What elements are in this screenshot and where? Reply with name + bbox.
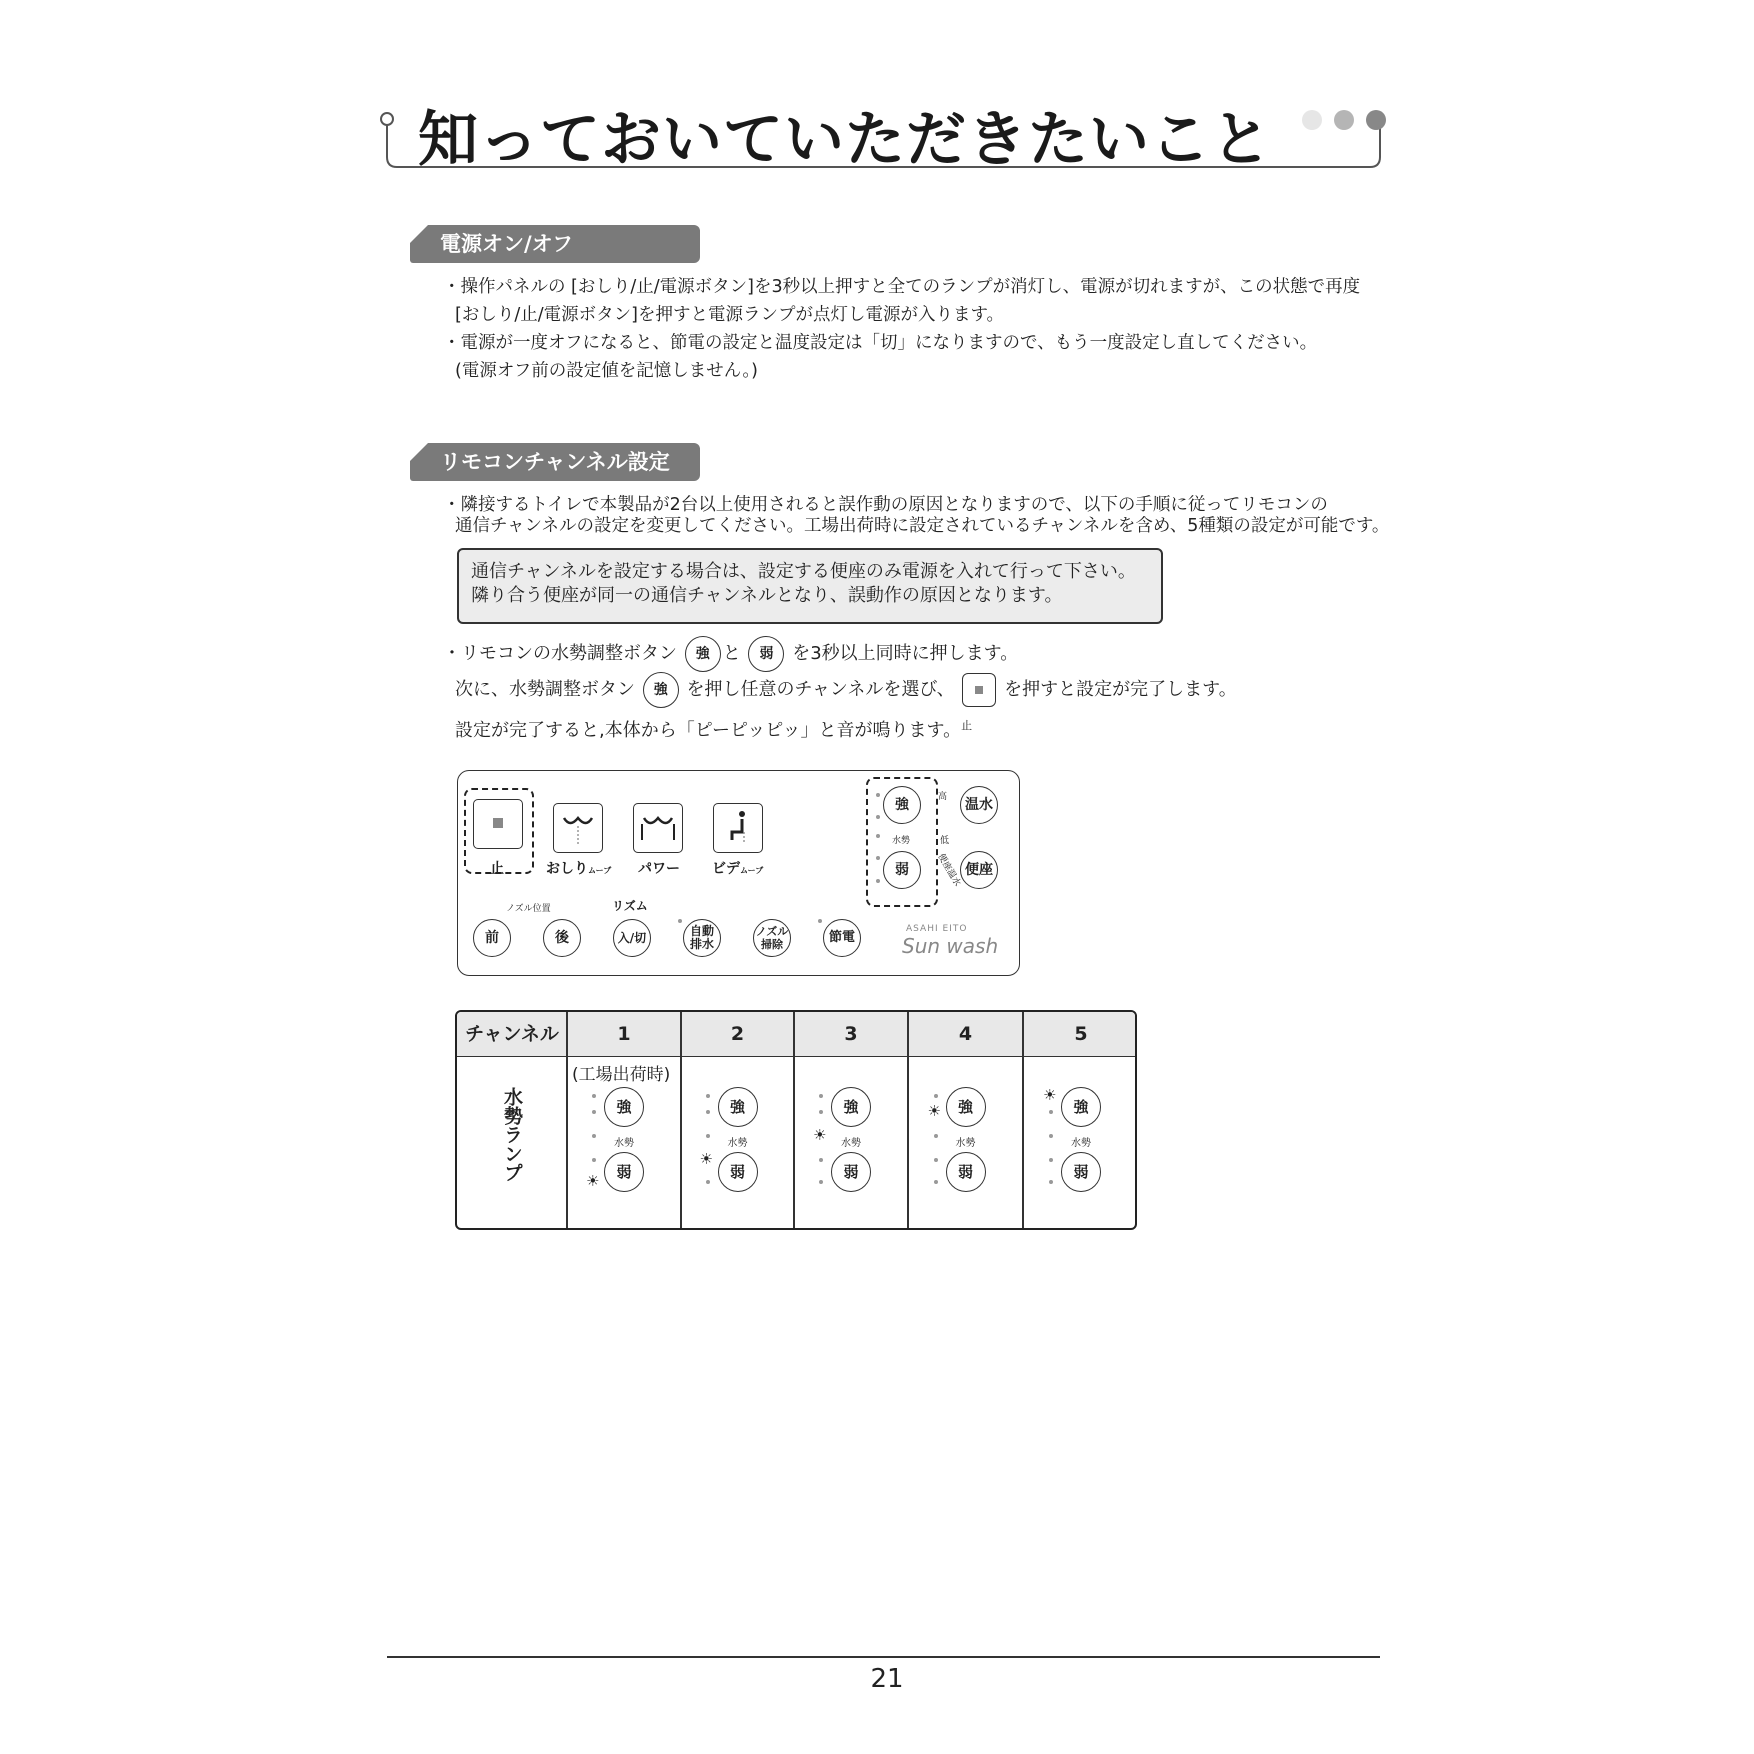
lamp-dot — [934, 1180, 938, 1184]
lamp-dot — [818, 919, 822, 923]
lit-lamp-icon: ☀ — [699, 1150, 713, 1168]
auto-drain-button[interactable] — [683, 919, 721, 957]
lit-lamp-icon: ☀ — [927, 1102, 941, 1120]
warm-water-button[interactable]: 温水 — [960, 786, 998, 824]
strong-button-icon: 強 — [1061, 1087, 1101, 1127]
table-divider — [793, 1012, 795, 1230]
bidet-sub-label: ムーブ — [740, 866, 764, 875]
bidet-label — [712, 858, 763, 878]
water-force-label: 水勢 — [955, 1138, 976, 1149]
table-divider — [566, 1012, 568, 1230]
temp-label: 便座温水 — [935, 852, 963, 889]
step-1-mid: と — [722, 643, 741, 664]
lamp-dot — [706, 1180, 710, 1184]
lamp-dot — [819, 1110, 823, 1114]
brand-logo: Sun wash — [902, 934, 999, 958]
step-3 — [455, 712, 972, 745]
step-2-prefix: 次に、水勢調整ボタン — [455, 679, 635, 700]
stop-square-icon — [493, 818, 503, 828]
water-force-label: 水勢 — [892, 836, 911, 846]
weak-button-icon: 弱 — [604, 1152, 644, 1192]
lamp-dot — [678, 919, 682, 923]
bidet-button[interactable] — [713, 803, 763, 853]
table-divider — [680, 1012, 682, 1230]
section-heading-power-label: 電源オン/オフ — [440, 232, 574, 256]
rhythm-label: リズム — [612, 899, 648, 913]
lamp-dot — [934, 1094, 938, 1098]
caution-line-1: 通信チャンネルを設定する場合は、設定する便座のみ電源を入れて行って下さい。 — [471, 561, 1136, 582]
seat-button[interactable]: 便座 — [960, 851, 998, 889]
step-1-suffix: を3秒以上同時に押します。 — [792, 643, 1019, 664]
page-number: 21 — [870, 1664, 904, 1694]
power-mode-label: パワー — [638, 861, 680, 877]
lamp-dot — [819, 1158, 823, 1162]
remote-control-diagram — [457, 770, 1020, 976]
caution-note-box — [457, 548, 1163, 624]
weak-button[interactable]: 弱 — [883, 851, 921, 889]
nozzle-clean-button[interactable] — [753, 919, 791, 957]
step-1-prefix: ・リモコンの水勢調整ボタン — [443, 643, 677, 664]
lit-lamp-icon: ☀ — [586, 1172, 600, 1190]
step-2-suffix: を押すと設定が完了します。 — [1004, 679, 1237, 700]
oshiri-sub-label: ムーブ — [588, 866, 612, 875]
lamp-dot — [876, 856, 880, 860]
power-mode-icon — [634, 804, 682, 852]
caution-line-2: 隣り合う便座が同一の通信チャンネルとなり、誤動作の原因となります。 — [471, 585, 1063, 606]
lamp-dot — [592, 1134, 596, 1138]
lit-lamp-icon: ☀ — [1043, 1086, 1057, 1104]
power-mode-button[interactable] — [633, 803, 683, 853]
stop-label: 止 — [490, 861, 504, 877]
table-header-ch5: 5 — [1023, 1012, 1137, 1057]
strong-button-icon: 強 — [946, 1087, 986, 1127]
header-dot-2 — [1334, 110, 1354, 130]
header-dot-3 — [1366, 110, 1386, 130]
auto-drain-line-1: 自動 — [689, 924, 714, 938]
lit-lamp-icon: ☀ — [813, 1126, 827, 1144]
step-2 — [455, 670, 1237, 710]
lamp-dot — [934, 1158, 938, 1162]
lamp-dot — [819, 1180, 823, 1184]
front-button[interactable]: 前 — [473, 919, 511, 957]
power-line-1: ・操作パネルの [おしり/止/電源ボタン]を3秒以上押すと全てのランプが消灯し、電源が切れますが、この状態で再度 — [443, 277, 1361, 297]
lamp-dot — [706, 1094, 710, 1098]
step-3-mark: 止 — [961, 719, 973, 732]
header-dot-1 — [1302, 110, 1322, 130]
table-header-ch1: 1 — [567, 1012, 681, 1057]
nozzle-position-label: ノズル位置 — [506, 904, 551, 914]
lamp-dot — [934, 1134, 938, 1138]
lamp-dot — [876, 834, 880, 838]
channel-intro-1: ・隣接するトイレで本製品が2台以上使用されると誤作動の原因となりますので、以下の手順に従ってリモコンの — [443, 495, 1328, 515]
strong-button-icon: 強 — [643, 672, 679, 708]
power-line-4: (電源オフ前の設定値を記憶しません。) — [455, 361, 758, 381]
lamp-dot — [876, 815, 880, 819]
step-3-text: 設定が完了すると,本体から「ピーピッピッ」と音が鳴ります。 — [455, 720, 962, 741]
strong-button-icon: 強 — [604, 1087, 644, 1127]
lamp-dot — [819, 1094, 823, 1098]
weak-button-icon: 弱 — [1061, 1152, 1101, 1192]
channel-table — [455, 1010, 1137, 1230]
oshiri-button[interactable] — [553, 803, 603, 853]
step-2-mid: を押し任意のチャンネルを選び、 — [686, 679, 955, 700]
bidet-icon — [714, 804, 762, 852]
table-divider — [907, 1012, 909, 1230]
high-label: 高 — [938, 792, 948, 802]
section-heading-channel — [410, 443, 700, 481]
eco-button[interactable]: 節電 — [823, 919, 861, 957]
strong-button[interactable]: 強 — [883, 786, 921, 824]
rhythm-onoff-button[interactable]: 入/切 — [613, 919, 651, 957]
lamp-dot — [592, 1158, 596, 1162]
section-heading-power — [410, 225, 700, 263]
stop-button[interactable] — [473, 799, 523, 849]
lamp-dot — [876, 879, 880, 883]
strong-button-icon: 強 — [718, 1087, 758, 1127]
channel-intro-2: 通信チャンネルの設定を変更してください。工場出荷時に設定されているチャンネルを含め、5種類の設定が可能です。 — [455, 516, 1390, 536]
lamp-dot — [706, 1110, 710, 1114]
footer-rule — [387, 1656, 1380, 1658]
lamp-dot — [876, 793, 880, 797]
table-header-ch3: 3 — [794, 1012, 908, 1057]
nozzle-clean-line-2: 掃除 — [761, 938, 783, 951]
lamp-dot — [1049, 1110, 1053, 1114]
table-header-label: チャンネル — [457, 1012, 567, 1057]
strong-button-icon: 強 — [831, 1087, 871, 1127]
water-force-label: 水勢 — [1071, 1138, 1091, 1149]
step-1 — [443, 634, 1018, 674]
power-line-2: [おしり/止/電源ボタン]を押すと電源ランプが点灯し電源が入ります。 — [455, 305, 1005, 325]
page-title: 知っておいていただきたいこと — [418, 105, 1272, 175]
weak-button-icon: 弱 — [946, 1152, 986, 1192]
bidet-label-text: ビデ — [712, 861, 740, 877]
lamp-dot — [592, 1110, 596, 1114]
low-label: 低 — [940, 836, 950, 846]
weak-button-icon: 弱 — [718, 1152, 758, 1192]
auto-drain-line-2: 排水 — [689, 937, 714, 951]
lamp-dot — [706, 1134, 710, 1138]
lamp-dot — [1049, 1134, 1053, 1138]
strong-button-icon: 強 — [685, 636, 721, 672]
row-label-water-lamp: 水勢ランプ — [501, 1087, 523, 1182]
factory-default-note: (工場出荷時) — [572, 1065, 671, 1085]
weak-button-icon: 弱 — [831, 1152, 871, 1192]
power-line-3: ・電源が一度オフになると、節電の設定と温度設定は「切」になりますので、もう一度設定し直してください。 — [443, 333, 1318, 353]
brand-small: ASAHI EITO — [906, 924, 968, 934]
oshiri-label-text: おしり — [546, 861, 588, 877]
oshiri-label — [546, 858, 611, 878]
water-force-label: 水勢 — [727, 1138, 748, 1149]
nozzle-clean-line-1: ノズル — [755, 925, 789, 938]
back-button[interactable]: 後 — [543, 919, 581, 957]
lamp-dot — [592, 1094, 596, 1098]
oshiri-icon — [554, 804, 602, 852]
lamp-dot — [1049, 1158, 1053, 1162]
weak-button-icon: 弱 — [748, 636, 784, 672]
table-header-ch4: 4 — [908, 1012, 1023, 1057]
table-divider — [1022, 1012, 1024, 1230]
lamp-dot — [1049, 1180, 1053, 1184]
section-heading-channel-label: リモコンチャンネル設定 — [440, 450, 670, 474]
table-header-ch2: 2 — [681, 1012, 794, 1057]
water-force-label: 水勢 — [841, 1138, 861, 1149]
stop-button-icon — [962, 673, 996, 707]
water-force-label: 水勢 — [614, 1138, 634, 1149]
